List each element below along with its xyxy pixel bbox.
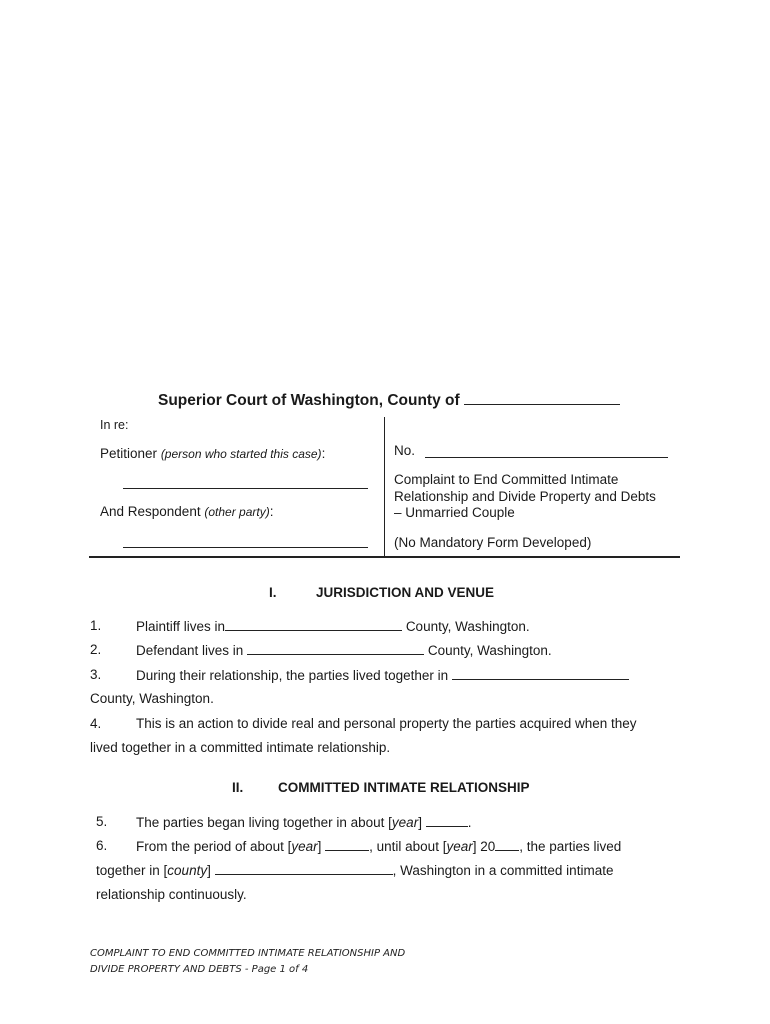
caption-divider <box>384 417 385 556</box>
para-2-number: 2. <box>90 642 102 657</box>
footer-line-2: DIVIDE PROPERTY AND DEBTS - Page 1 of 4 <box>90 964 309 975</box>
para-6-continued: together in [county] , Washington in a committed intimate <box>96 863 614 878</box>
para-1: Plaintiff lives in County, Washington. <box>136 619 530 634</box>
petitioner-hint: (person who started this case) <box>160 447 322 461</box>
para-3-number: 3. <box>90 667 102 682</box>
until-year-blank[interactable] <box>495 838 519 851</box>
para-3-continued: County, Washington. <box>90 691 214 706</box>
county-blank[interactable] <box>464 392 620 405</box>
para-5: The parties began living together in about [year] . <box>136 815 472 830</box>
respondent-hint: (other party) <box>204 505 270 519</box>
section-2-title: COMMITTED INTIMATE RELATIONSHIP <box>278 780 530 795</box>
shared-county-blank[interactable] <box>452 667 629 680</box>
petitioner-label: Petitioner (person who started this case): <box>100 446 326 461</box>
section-1-title: JURISDICTION AND VENUE <box>316 585 495 600</box>
para-6-end: relationship continuously. <box>96 887 247 902</box>
para-5-number: 5. <box>96 814 108 829</box>
document-title: Complaint to End Committed Intimate Relationship and Divide Property and Debts – Unmarried Couple <box>394 472 656 520</box>
in-re-label: In re: <box>100 418 129 432</box>
petitioner-name-line[interactable] <box>123 488 368 489</box>
section-1-number: I. <box>269 585 277 600</box>
case-number: No. <box>394 443 416 458</box>
plaintiff-county-blank[interactable] <box>225 618 402 631</box>
court-title: Superior Court of Washington, County of <box>158 392 620 410</box>
start-year-blank[interactable] <box>426 814 468 827</box>
relationship-county-blank[interactable] <box>215 862 393 875</box>
defendant-county-blank[interactable] <box>247 642 424 655</box>
section-2-number: II. <box>232 780 244 795</box>
para-6: From the period of about [year] , until about [year] 20 , the parties lived <box>136 839 622 854</box>
footer-line-1: COMPLAINT TO END COMMITTED INTIMATE RELATIONSHIP AND <box>90 948 406 959</box>
respondent-label: And Respondent (other party): <box>100 504 274 519</box>
from-year-blank[interactable] <box>325 838 369 851</box>
para-2: Defendant lives in County, Washington. <box>136 643 552 658</box>
para-6-number: 6. <box>96 838 108 853</box>
para-4-continued: lived together in a committed intimate relationship. <box>90 740 391 755</box>
para-3: During their relationship, the parties lived together in <box>136 667 629 683</box>
para-4: This is an action to divide real and personal property the parties acquired when they <box>136 716 637 731</box>
form-note: (No Mandatory Form Developed) <box>394 535 592 550</box>
para-1-number: 1. <box>90 618 102 633</box>
caption-bottom-rule <box>89 556 680 558</box>
para-4-number: 4. <box>90 716 102 731</box>
case-number-line[interactable] <box>425 457 668 458</box>
respondent-name-line[interactable] <box>123 547 368 548</box>
